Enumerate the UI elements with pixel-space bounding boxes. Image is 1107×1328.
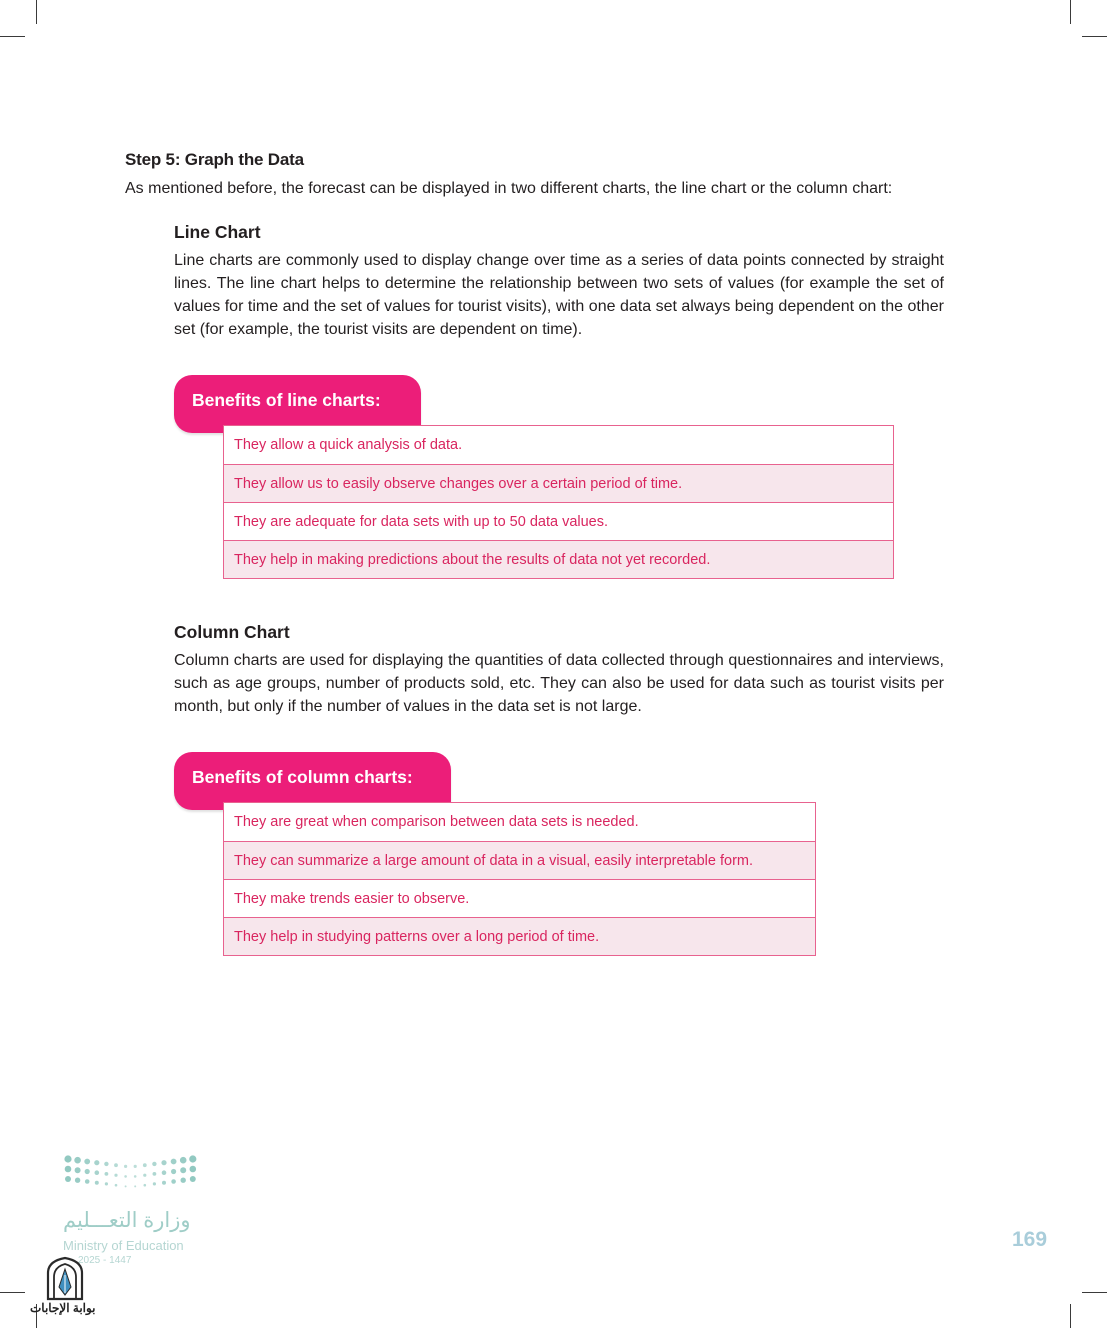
ministry-year: 2025 - 1447: [78, 1255, 132, 1266]
crop-mark: [1082, 36, 1107, 37]
line-benefits-list: [223, 425, 894, 579]
line-benefit-item: They are adequate for data sets with up to 50 data values.: [224, 502, 893, 540]
line-chart-body: Line charts are commonly used to display change over time as a series of data points connected by straight lines. The line chart helps to determine the relationship between two sets of values (for example the set of values for time and the set of values for tourist visits), with one data set always being dependent on the other set (for example, the tourist visits are dependent on time).: [174, 252, 944, 338]
step-intro: As mentioned before, the forecast can be displayed in two different charts, the line chart or the column chart:: [125, 180, 893, 197]
crop-mark: [36, 0, 37, 24]
watermark-label: بوابة الإجابات: [30, 1301, 96, 1315]
column-benefit-item: They can summarize a large amount of data in a visual, easily interpretable form.: [224, 841, 815, 879]
line-benefit-item: They allow us to easily observe changes over a certain period of time.: [224, 464, 893, 502]
crop-mark: [1082, 1292, 1107, 1293]
column-chart-body: Column charts are used for displaying the quantities of data collected through questionnaires and interviews, such as age groups, number of products sold, etc. They can also be used for data such as tourist visits per month, but only if the number of values in the data set is not large.: [174, 652, 944, 715]
crop-mark: [1070, 1304, 1071, 1328]
line-benefits-heading: Benefits of line charts:: [174, 375, 421, 433]
gate-icon: [44, 1255, 86, 1301]
ministry-name-arabic: وزارة التعـــليم: [63, 1209, 191, 1232]
column-benefits-list: [223, 802, 816, 956]
column-chart-title: Column Chart: [174, 622, 290, 642]
column-benefit-item: They are great when comparison between data sets is needed.: [234, 814, 639, 830]
line-benefit-item: They allow a quick analysis of data.: [234, 437, 463, 453]
line-chart-title: Line Chart: [174, 222, 261, 242]
crop-mark: [1070, 0, 1071, 24]
column-benefit-item: They help in studying patterns over a long period of time.: [224, 917, 815, 955]
ministry-name-english: Ministry of Education: [63, 1238, 184, 1253]
crop-mark: [0, 36, 25, 37]
column-benefit-item: They make trends easier to observe.: [224, 879, 815, 917]
step-title: Step 5: Graph the Data: [125, 150, 304, 169]
crop-mark: [0, 1292, 25, 1293]
ministry-logo-icon: [62, 1152, 202, 1198]
line-benefit-item: They help in making predictions about the results of data not yet recorded.: [224, 540, 893, 578]
column-benefits-heading: Benefits of column charts:: [174, 752, 451, 810]
page-number: 169: [1012, 1228, 1048, 1251]
